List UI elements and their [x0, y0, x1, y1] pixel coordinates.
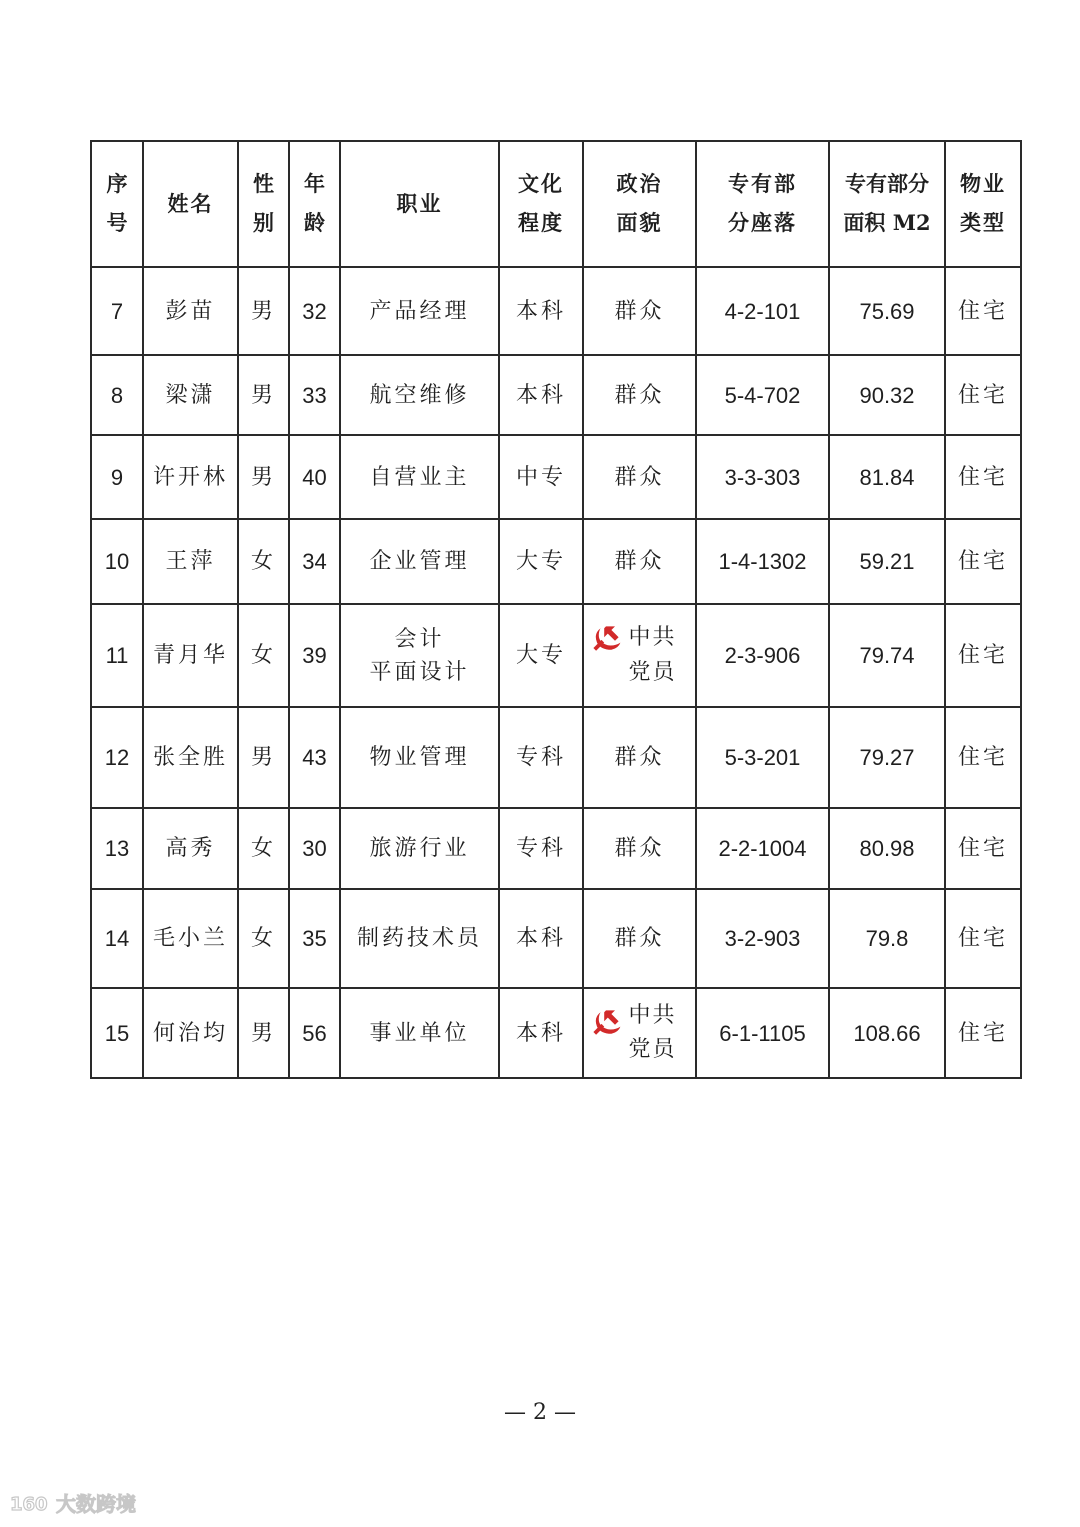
party-emblem-icon: [588, 621, 624, 657]
party-label-line1: 中共: [628, 625, 677, 651]
cell-type: 住宅: [945, 435, 1021, 519]
cell-seq: 7: [91, 267, 143, 355]
cell-name: 张全胜: [143, 707, 238, 808]
cell-unit: 3-2-903: [696, 889, 829, 988]
cell-type: 住宅: [945, 355, 1021, 435]
header-age: [289, 141, 340, 267]
cell-political: 群众: [583, 707, 696, 808]
header-age-line2: 龄: [304, 210, 325, 235]
cell-education: 专科: [499, 808, 583, 889]
header-area-line2: 面积 M2: [843, 210, 931, 235]
cell-education: 大专: [499, 604, 583, 707]
cell-education: 本科: [499, 355, 583, 435]
residents-table: [90, 140, 1022, 1079]
header-unit-line2: 分座落: [728, 210, 797, 235]
header-seq: [91, 141, 143, 267]
cell-area: 79.74: [829, 604, 945, 707]
cell-gender: 男: [238, 435, 289, 519]
cell-seq: 11: [91, 604, 143, 707]
cell-age: 30: [289, 808, 340, 889]
cell-political: 群众: [583, 435, 696, 519]
cell-unit: 5-3-201: [696, 707, 829, 808]
cell-gender: 男: [238, 707, 289, 808]
header-education-line2: 程度: [518, 210, 564, 235]
cell-seq: 13: [91, 808, 143, 889]
table-row: [91, 604, 1021, 707]
table-row: [91, 707, 1021, 808]
cell-political: 群众: [583, 889, 696, 988]
cell-name: 彭苗: [143, 267, 238, 355]
cell-seq: 10: [91, 519, 143, 604]
cell-seq: 8: [91, 355, 143, 435]
cell-type: 住宅: [945, 889, 1021, 988]
cell-name: 梁潇: [143, 355, 238, 435]
cell-gender: 女: [238, 889, 289, 988]
cell-unit: 3-3-303: [696, 435, 829, 519]
cell-seq: 9: [91, 435, 143, 519]
party-label-line2: 党员: [628, 659, 677, 685]
occupation-line2: 平面设计: [369, 659, 470, 685]
cell-education: 本科: [499, 267, 583, 355]
header-area-line1: 专有部分: [845, 171, 929, 197]
table-row: [91, 267, 1021, 355]
header-area: [829, 141, 945, 267]
header-political-line2: 面貌: [616, 210, 663, 235]
table-row: [91, 355, 1021, 435]
header-education-line1: 文化: [518, 171, 564, 197]
table-row: [91, 435, 1021, 519]
cell-area: 79.8: [829, 889, 945, 988]
cell-age: 34: [289, 519, 340, 604]
header-political: [583, 141, 696, 267]
cell-education: 本科: [499, 889, 583, 988]
cell-gender: 女: [238, 604, 289, 707]
header-seq-line2: 号: [106, 210, 128, 235]
cell-name: 王萍: [143, 519, 238, 604]
cell-occupation: 航空维修: [340, 355, 499, 435]
cell-age: 35: [289, 889, 340, 988]
cell-education: 大专: [499, 519, 583, 604]
header-seq-line1: 序: [106, 171, 128, 197]
svg-text:160: 160: [10, 1493, 48, 1515]
cell-area: 90.32: [829, 355, 945, 435]
cell-occupation: [340, 604, 499, 707]
cell-political: 群众: [583, 267, 696, 355]
header-occupation: 职业: [340, 141, 499, 267]
cell-seq: 14: [91, 889, 143, 988]
cell-political: [583, 988, 696, 1078]
cell-occupation: 旅游行业: [340, 808, 499, 889]
header-type-line2: 类型: [960, 210, 1006, 235]
cell-gender: 男: [238, 267, 289, 355]
cell-area: 80.98: [829, 808, 945, 889]
watermark-text: 大数跨境: [56, 1492, 136, 1516]
cell-age: 40: [289, 435, 340, 519]
header-unit-line1: 专有部: [728, 171, 797, 197]
cell-political: 群众: [583, 519, 696, 604]
header-property-type: [945, 141, 1021, 267]
cell-political: [583, 604, 696, 707]
cell-area: 79.27: [829, 707, 945, 808]
cell-education: 本科: [499, 988, 583, 1078]
header-education: [499, 141, 583, 267]
cell-age: 56: [289, 988, 340, 1078]
cell-unit: 2-2-1004: [696, 808, 829, 889]
cell-type: 住宅: [945, 267, 1021, 355]
header-unit-location: [696, 141, 829, 267]
cell-unit: 6-1-1105: [696, 988, 829, 1078]
cell-occupation: 制药技术员: [340, 889, 499, 988]
cell-unit: 1-4-1302: [696, 519, 829, 604]
header-type-line1: 物业: [960, 171, 1006, 197]
cell-area: 75.69: [829, 267, 945, 355]
header-name: 姓名: [143, 141, 238, 267]
header-gender-line2: 别: [253, 210, 274, 235]
cell-type: 住宅: [945, 519, 1021, 604]
table-header-row: [91, 141, 1021, 267]
table-row: [91, 988, 1021, 1078]
cell-seq: 12: [91, 707, 143, 808]
cell-education: 中专: [499, 435, 583, 519]
party-emblem-icon: [588, 1005, 624, 1041]
cell-name: 何治均: [143, 988, 238, 1078]
table-row: [91, 519, 1021, 604]
cell-occupation: 产品经理: [340, 267, 499, 355]
occupation-line1: 会计: [394, 626, 445, 652]
cell-name: 高秀: [143, 808, 238, 889]
cell-name: 许开林: [143, 435, 238, 519]
page-number: — 2 —: [504, 1400, 576, 1425]
header-political-line1: 政治: [616, 171, 663, 197]
cell-area: 59.21: [829, 519, 945, 604]
watermark-logo-icon: [8, 1490, 52, 1516]
table-row: [91, 889, 1021, 988]
header-gender-line1: 性: [253, 171, 274, 197]
cell-occupation: 企业管理: [340, 519, 499, 604]
party-label-line1: 中共: [628, 1002, 677, 1028]
cell-name: 毛小兰: [143, 889, 238, 988]
watermark: [8, 1488, 136, 1517]
cell-gender: 男: [238, 988, 289, 1078]
cell-type: 住宅: [945, 808, 1021, 889]
cell-political: 群众: [583, 808, 696, 889]
cell-age: 39: [289, 604, 340, 707]
cell-type: 住宅: [945, 707, 1021, 808]
header-gender: [238, 141, 289, 267]
cell-type: 住宅: [945, 604, 1021, 707]
cell-gender: 女: [238, 519, 289, 604]
cell-unit: 2-3-906: [696, 604, 829, 707]
table-row: [91, 808, 1021, 889]
header-age-line1: 年: [304, 171, 325, 197]
cell-gender: 女: [238, 808, 289, 889]
cell-area: 81.84: [829, 435, 945, 519]
cell-age: 43: [289, 707, 340, 808]
cell-seq: 15: [91, 988, 143, 1078]
cell-name: 青月华: [143, 604, 238, 707]
cell-age: 33: [289, 355, 340, 435]
cell-area: 108.66: [829, 988, 945, 1078]
cell-age: 32: [289, 267, 340, 355]
cell-unit: 5-4-702: [696, 355, 829, 435]
cell-occupation: 事业单位: [340, 988, 499, 1078]
cell-unit: 4-2-101: [696, 267, 829, 355]
party-label-line2: 党员: [628, 1037, 677, 1062]
cell-type: 住宅: [945, 988, 1021, 1078]
cell-occupation: 物业管理: [340, 707, 499, 808]
cell-occupation: 自营业主: [340, 435, 499, 519]
cell-political: 群众: [583, 355, 696, 435]
cell-gender: 男: [238, 355, 289, 435]
cell-education: 专科: [499, 707, 583, 808]
